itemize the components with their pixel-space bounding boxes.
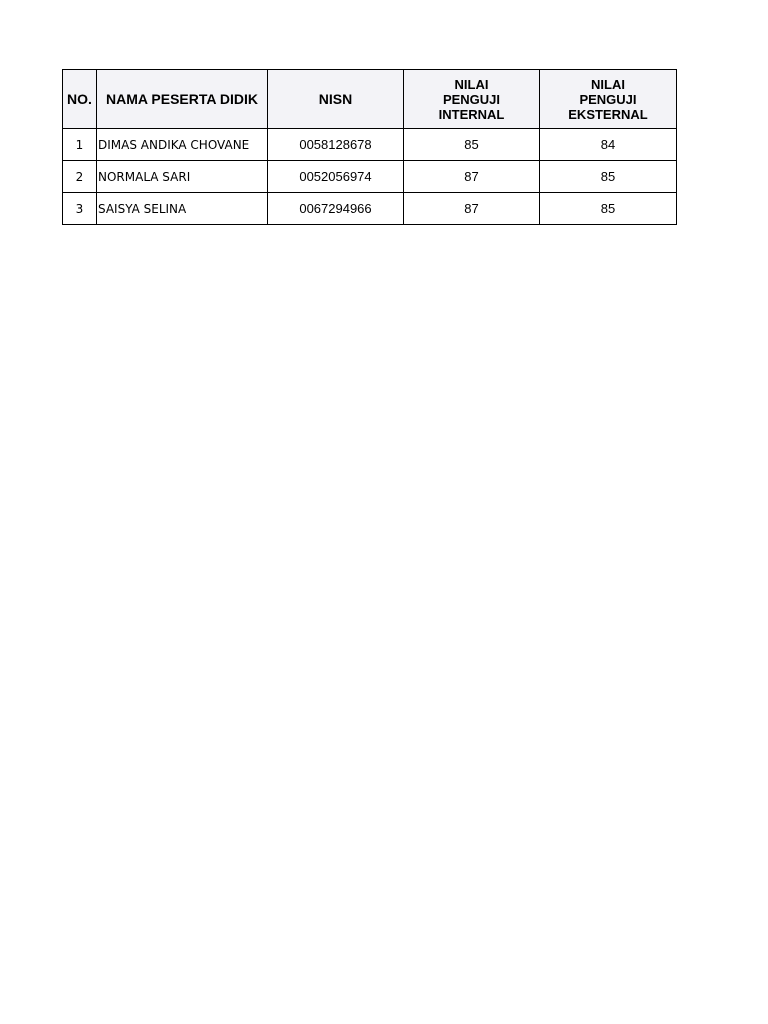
header-nilai-penguji-internal <box>404 70 540 129</box>
cell-nisn: 0052056974 <box>268 161 404 193</box>
header-nisn: NISN <box>268 70 404 129</box>
header-internal-line-2: PENGUJI <box>442 91 501 107</box>
header-nilai-penguji-eksternal <box>540 70 677 129</box>
cell-nama: SAISYA SELINA <box>97 193 268 225</box>
cell-nisn: 0067294966 <box>268 193 404 225</box>
cell-no: 2 <box>63 161 97 193</box>
cell-no: 1 <box>63 129 97 161</box>
header-nama-peserta-didik: NAMA PESERTA DIDIK <box>97 70 268 129</box>
table-row <box>63 129 677 161</box>
cell-nilai-eksternal: 85 <box>540 161 677 193</box>
cell-no: 3 <box>63 193 97 225</box>
cell-nisn: 0058128678 <box>268 129 404 161</box>
score-table <box>62 69 677 225</box>
header-no: NO. <box>63 70 97 129</box>
header-eksternal-line-1: NILAI <box>591 76 625 92</box>
cell-nilai-internal: 85 <box>404 129 540 161</box>
table-row <box>63 193 677 225</box>
table-row <box>63 161 677 193</box>
cell-nama: NORMALA SARI <box>97 161 268 193</box>
cell-nama: DIMAS ANDIKA CHOVANE <box>97 129 268 161</box>
cell-nilai-internal: 87 <box>404 161 540 193</box>
cell-nilai-internal: 87 <box>404 193 540 225</box>
table-header-row <box>63 70 677 129</box>
header-internal-line-3: INTERNAL <box>438 106 505 122</box>
cell-nilai-eksternal: 85 <box>540 193 677 225</box>
header-internal-line-1: NILAI <box>454 76 489 92</box>
header-eksternal-line-3: EKSTERNAL <box>568 106 648 122</box>
cell-nilai-eksternal: 84 <box>540 129 677 161</box>
header-eksternal-line-2: PENGUJI <box>579 91 637 107</box>
